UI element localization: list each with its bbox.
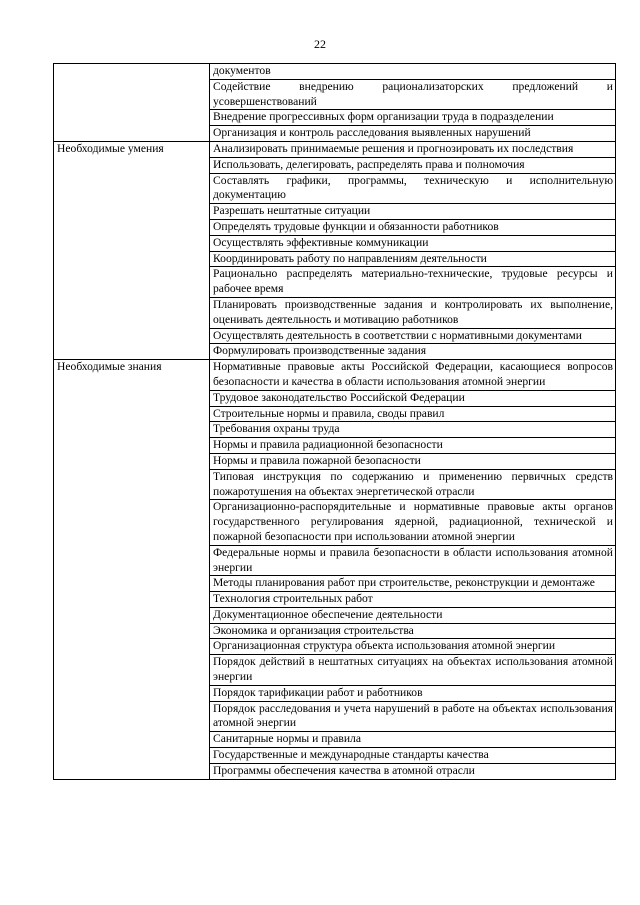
list-item: Нормы и правила пожарной безопасности bbox=[210, 453, 616, 469]
competency-table-body bbox=[54, 64, 616, 780]
list-item: Планировать производственные задания и контролировать их выполнение, оценивать деятельность и мотивацию работников bbox=[210, 297, 616, 328]
list-item: Анализировать принимаемые решения и прогнозировать их последствия bbox=[210, 141, 616, 157]
table-row bbox=[54, 141, 616, 157]
list-item: Определять трудовые функции и обязанности работников bbox=[210, 219, 616, 235]
list-item: Документационное обеспечение деятельности bbox=[210, 607, 616, 623]
list-item: Экономика и организация строительства bbox=[210, 623, 616, 639]
list-item: Федеральные нормы и правила безопасности в области использования атомной энергии bbox=[210, 545, 616, 576]
section-label-required-knowledge: Необходимые знания bbox=[54, 360, 210, 780]
section-label-required-skills: Необходимые умения bbox=[54, 141, 210, 359]
list-item: Санитарные нормы и правила bbox=[210, 732, 616, 748]
list-item: Рационально распределять материально-технические, трудовые ресурсы и рабочее время bbox=[210, 267, 616, 298]
list-item: Порядок расследования и учета нарушений в работе на объектах использования атомной энергии bbox=[210, 701, 616, 732]
list-item: Организационная структура объекта использования атомной энергии bbox=[210, 639, 616, 655]
list-item: Разрешать нештатные ситуации bbox=[210, 204, 616, 220]
list-item: Нормы и правила радиационной безопасности bbox=[210, 438, 616, 454]
list-item: Порядок действий в нештатных ситуациях на объектах использования атомной энергии bbox=[210, 655, 616, 686]
list-item: Составлять графики, программы, техническую и исполнительную документацию bbox=[210, 173, 616, 204]
list-item: Формулировать производственные задания bbox=[210, 344, 616, 360]
list-item: Государственные и международные стандарты качества bbox=[210, 748, 616, 764]
list-item: Строительные нормы и правила, своды правил bbox=[210, 406, 616, 422]
list-item: Типовая инструкция по содержанию и применению первичных средств пожаротушения на объектах энергетической отрасли bbox=[210, 469, 616, 500]
list-item: Требования охраны труда bbox=[210, 422, 616, 438]
list-item: Нормативные правовые акты Российской Федерации, касающиеся вопросов безопасности и качества в области использования атомной энергии bbox=[210, 360, 616, 391]
competency-table bbox=[53, 63, 616, 780]
list-item: Внедрение прогрессивных форм организации труда в подразделении bbox=[210, 110, 616, 126]
list-item: Осуществлять эффективные коммуникации bbox=[210, 235, 616, 251]
table-row bbox=[54, 360, 616, 391]
list-item: Методы планирования работ при строительстве, реконструкции и демонтаже bbox=[210, 576, 616, 592]
list-item: документов bbox=[210, 64, 616, 80]
list-item: Технология строительных работ bbox=[210, 592, 616, 608]
list-item: Использовать, делегировать, распределять права и полномочия bbox=[210, 157, 616, 173]
list-item: Осуществлять деятельность в соответствии с нормативными документами bbox=[210, 328, 616, 344]
list-item: Координировать работу по направлениям деятельности bbox=[210, 251, 616, 267]
list-item: Содействие внедрению рационализаторских предложений и усовершенствований bbox=[210, 79, 616, 110]
list-item: Программы обеспечения качества в атомной отрасли bbox=[210, 763, 616, 779]
list-item: Организация и контроль расследования выявленных нарушений bbox=[210, 126, 616, 142]
list-item: Порядок тарификации работ и работников bbox=[210, 685, 616, 701]
page-number: 22 bbox=[314, 37, 326, 51]
list-item: Организационно-распорядительные и нормативные правовые акты органов государственного регулирования ядерной, радиационной, технической и пожарной безопасности при использовании атомной энергии bbox=[210, 500, 616, 545]
table-row bbox=[54, 64, 616, 80]
list-item: Трудовое законодательство Российской Федерации bbox=[210, 390, 616, 406]
section-label-continued-actions bbox=[54, 64, 210, 142]
